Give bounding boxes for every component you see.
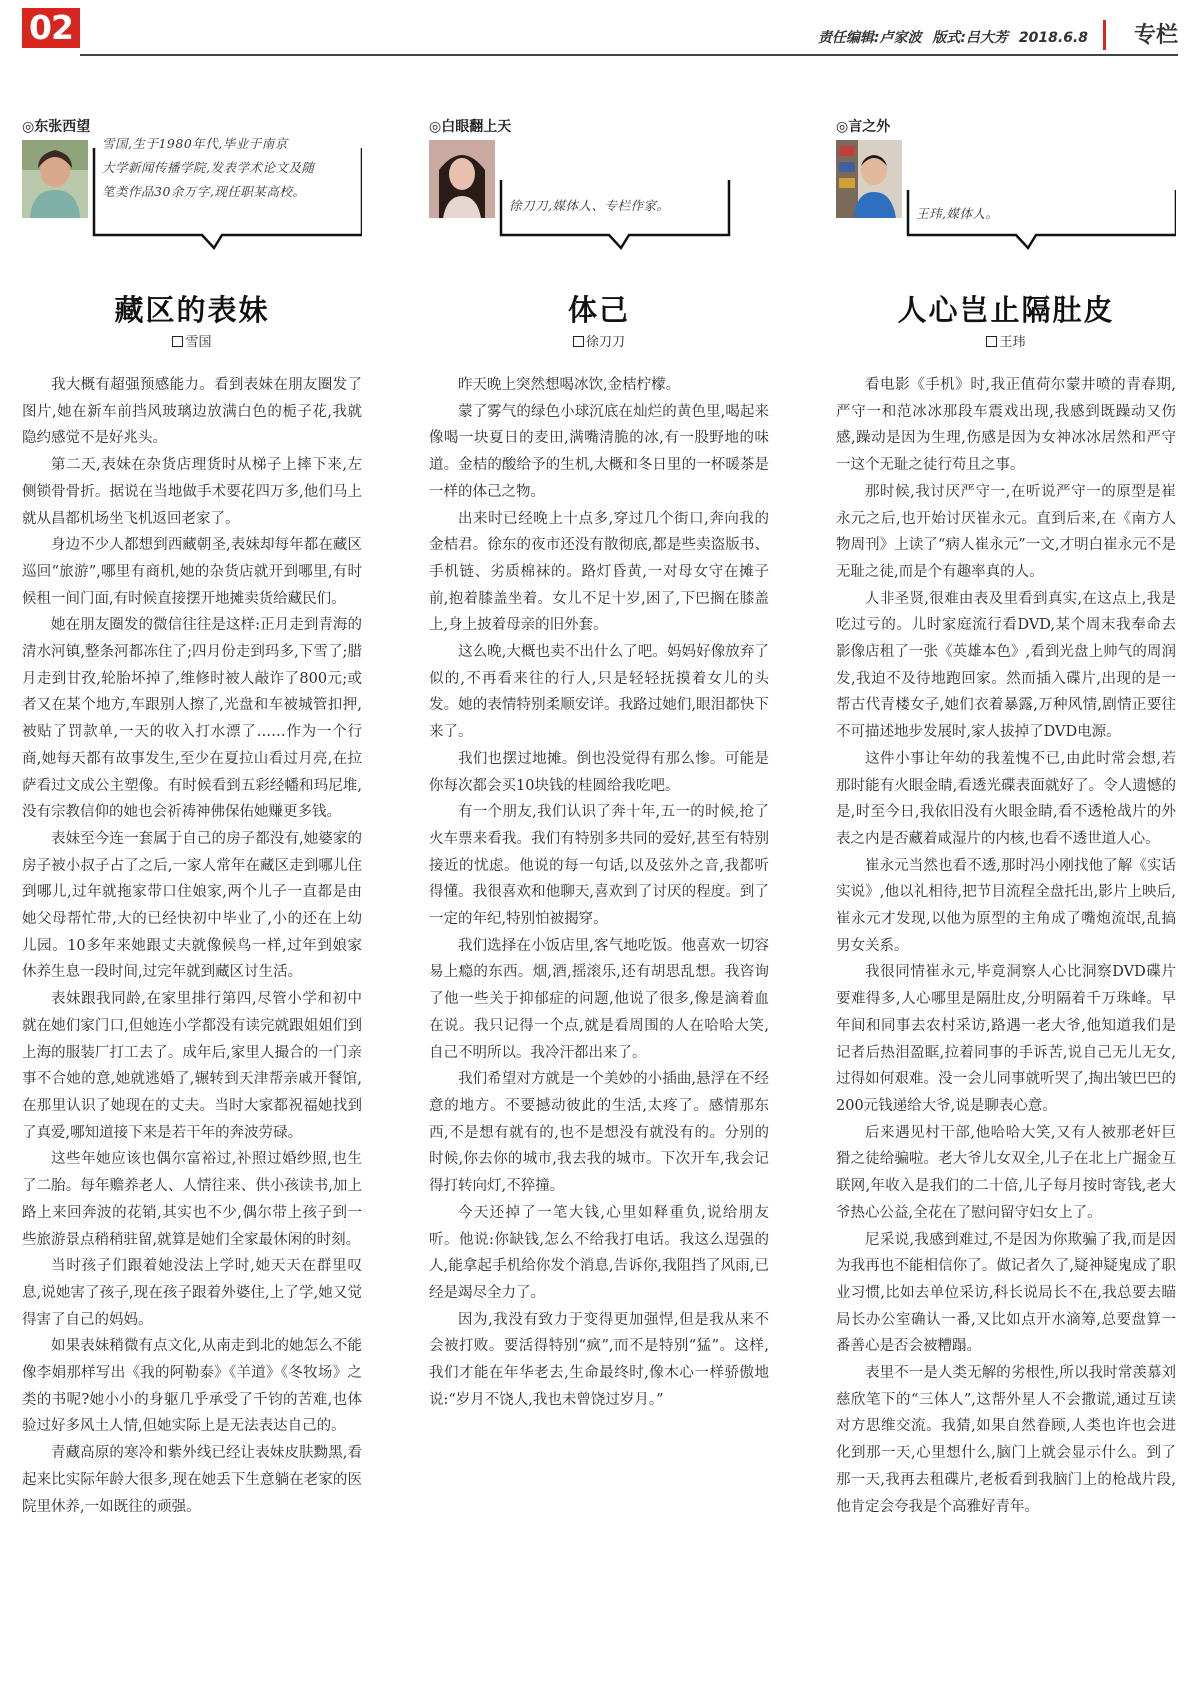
page-header (22, 4, 1178, 52)
editor-credits (812, 27, 1088, 47)
author-name: 徐刀刀 (585, 335, 625, 350)
byline (429, 331, 769, 350)
author-bio (509, 194, 669, 218)
author-bio (916, 202, 998, 226)
bio-line: 徐刀刀,媒体人、专栏作家。 (509, 198, 670, 213)
article-title: 人心岂止隔肚皮 (897, 293, 1115, 327)
author-name: 雪国 (185, 335, 212, 350)
paragraph: 当时孩子们跟着她没法上学时,她天天在群里叹息,说她害了孩子,现在孩子跟着外婆住,上了学,她又觉得害了自己的妈妈。 (22, 1258, 362, 1328)
paragraph: 我们希望对方就是一个美妙的小插曲,悬浮在不经意的地方。不要撼动彼此的生活,太疼了。感情那东西,不是想有就有的,也不是想没有就没有的。分别的时候,你去你的城市,我去我的城市。下次开车,我会记得打转向灯,不猝撞。 (429, 1071, 769, 1195)
paragraph: 蒙了雾气的绿色小球沉底在灿烂的黄色里,喝起来像喝一块夏日的麦田,满嘴清脆的冰,有一股野地的味道。金桔的酸给予的生机,大概和冬日里的一杯暖茶是一样的体己之物。 (429, 403, 769, 500)
header-separator (1103, 20, 1106, 50)
bio-line: 王玮,媒体人。 (916, 206, 999, 221)
byline (836, 331, 1176, 350)
column-name: ◎白眼翻上天 (429, 119, 512, 135)
article-title: 藏区的表妹 (114, 293, 270, 327)
paragraph: 崔永元当然也看不透,那时冯小刚找他了解《实话实说》,他以礼相待,把节目流程全盘托出,影片上映后,崔永元才发现,以他为原型的主角成了嘴炮流氓,乱搞男女关系。 (836, 857, 1176, 954)
paragraph: 今天还掉了一笔大钱,心里如释重负,说给朋友听。他说:你缺钱,怎么不给我打电话。我这么逞强的人,能拿起手机给你发个消息,告诉你,我阻挡了风雨,已经是竭尽全力了。 (429, 1204, 769, 1301)
paragraph: 青藏高原的寒冷和紫外线已经让表妹皮肤黝黑,看起来比实际年龄大很多,现在她丢下生意躺在老家的医院里休养,一如既往的顽强。 (22, 1445, 362, 1515)
header-rule (80, 54, 1178, 56)
bio-line: 雪国,生于1980年代,毕业于南京 (102, 136, 288, 151)
author-profile (836, 140, 1176, 268)
paragraph: 第二天,表妹在杂货店理货时从梯子上摔下来,左侧锁骨骨折。据说在当地做手术要花四万多,他们马上就从昌都机场坐飞机返回老家了。 (22, 457, 362, 527)
page-number-badge: 02 (22, 8, 80, 48)
paragraph: 身边不少人都想到西藏朝圣,表妹却每年都在藏区巡回“旅游”,哪里有商机,她的杂货店就开到哪里,有时候租一间门面,有时候直接摆开地摊卖货给藏民们。 (22, 537, 362, 607)
column-name: ◎东张西望 (22, 119, 91, 135)
bio-line: 大学新闻传播学院,发表学术论文及随 (102, 160, 315, 175)
paragraph: 她在朋友圈发的微信往往是这样:正月走到青海的清水河镇,整条河都冻住了;四月份走到玛多,下雪了;腊月走到甘孜,轮胎坏掉了,维修时被人敲诈了800元;或者又在某个地方,车跟别人擦了,光盘和车被城管扣押,被贴了罚款单,一天的收入打水漂了……作为一个行商,她每天都有故事发生,至少在夏拉山看过月亮,在拉萨看过文成公主塑像。有时候看到五彩经幡和玛尼堆,没有宗教信仰的她也会祈祷神佛保佑她赚更多钱。 (22, 617, 362, 821)
byline (22, 331, 362, 350)
paragraph: 后来遇见村干部,他哈哈大笑,又有人被那老奸巨猾之徒给骗啦。老大爷儿女双全,儿子在北上广掘金互联网,年收入是我们的二十倍,儿子每月按时寄钱,老大爷热心公益,全花在了慰问留守妇女上了。 (836, 1124, 1176, 1221)
paragraph: 人非圣贤,很难由表及里看到真实,在这点上,我是吃过亏的。儿时家庭流行看DVD,某个周末我奉命去影像店租了一张《英雄本色》,看到光盘上帅气的周润发,我迫不及待地跑回家。然而插入碟片,出现的是一帮古代青楼女子,她们衣着暴露,万种风情,剧情正要往不可描述地步发展时,家人拔掉了DVD电源。 (836, 590, 1176, 741)
editor-name: 责任编辑:卢家波 (817, 30, 922, 46)
article-title: 体己 (567, 293, 630, 327)
author-name: 王玮 (999, 335, 1026, 350)
byline-box-icon (172, 336, 183, 347)
paragraph: 表妹至今连一套属于自己的房子都没有,她婆家的房子被小叔子占了之后,一家人常年在藏区走到哪儿住到哪儿,过年就拖家带口住娘家,两个儿子一直都是由她父母帮忙带,大的已经快初中毕业了,小的还在上幼儿园。10多年来她跟丈夫就像候鸟一样,过年到娘家休养生息一段时间,过完年就到藏区讨生活。 (22, 830, 362, 981)
paragraph: 我们也摆过地摊。倒也没觉得有那么惨。可能是你每次都会买10块钱的桂圆给我吃吧。 (429, 750, 769, 794)
paragraph: 出来时已经晚上十点多,穿过几个街口,奔向我的金桔君。徐东的夜市还没有散彻底,都是些卖盗版书、手机链、劣质棉袜的。路灯昏黄,一对母女守在摊子前,抱着膝盖坐着。女儿不足十岁,困了,下巴搁在膝盖上,身上披着母亲的旧外套。 (429, 510, 769, 634)
column-2 (429, 118, 769, 1413)
paragraph: 这件小事让年幼的我羞愧不已,由此时常会想,若那时能有火眼金睛,看透光碟表面就好了。令人遗憾的是,时至今日,我依旧没有火眼金睛,看不透枪战片的外表之内是否藏着咸湿片的内核,也看不透世道人心。 (836, 750, 1176, 847)
paragraph: 这么晚,大概也卖不出什么了吧。妈妈好像放弃了似的,不再看来往的行人,只是轻轻抚摸着女儿的头发。她的表情特别柔顺安详。我路过她们,眼泪都快下来了。 (429, 644, 769, 741)
byline-box-icon (573, 336, 584, 347)
author-bio (102, 132, 314, 204)
paragraph: 昨天晚上突然想喝冰饮,金桔柠檬。 (458, 377, 681, 393)
paragraph: 因为,我没有致力于变得更加强悍,但是我从来不会被打败。要活得特别“疯”,而不是特别“猛”。这样,我们才能在年华老去,生命最终时,像木心一样骄傲地说:“岁月不饶人,我也未曾饶过岁月。” (429, 1311, 769, 1408)
author-profile (22, 136, 362, 268)
column-3 (836, 118, 1176, 1520)
column-1 (22, 118, 362, 1520)
paragraph: 我大概有超强预感能力。看到表妹在朋友圈发了图片,她在新车前挡风玻璃边放满白色的栀子花,我就隐约感觉不是好兆头。 (22, 377, 362, 447)
paragraph: 这些年她应该也偶尔富裕过,补照过婚纱照,也生了二胎。每年赡养老人、人情往来、供小孩读书,加上路上来回奔波的花销,其实也不少,偶尔带上孩子到一些旅游景点稍稍驻留,就算是她们全家最休闲的时刻。 (22, 1151, 362, 1248)
author-photo (22, 140, 88, 218)
paragraph: 有一个朋友,我们认识了奔十年,五一的时候,抢了火车票来看我。我们有特别多共同的爱好,甚至有特别接近的忧虑。他说的每一句话,以及弦外之音,我都听得懂。我很喜欢和他聊天,喜欢到了讨厌的程度。到了一定的年纪,特别怕被揭穿。 (429, 804, 769, 928)
byline-box-icon (986, 336, 997, 347)
paragraph: 看电影《手机》时,我正值荷尔蒙井喷的青春期,严守一和范冰冰那段车震戏出现,我感到既躁动又伤感,躁动是因为生理,伤感是因为女神冰冰居然和严守一这个无耻之徒行苟且之事。 (836, 377, 1176, 474)
layout-designer: 版式:吕大芳 (932, 30, 1009, 46)
article-body (22, 372, 362, 1520)
paragraph: 那时候,我讨厌严守一,在听说严守一的原型是崔永元之后,也开始讨厌崔永元。直到后来,在《南方人物周刊》上读了“病人崔永元”一文,才明白崔永元不是无耻之徒,而是个有趣率真的人。 (836, 483, 1176, 580)
author-profile (429, 140, 769, 268)
article-body (836, 372, 1176, 1520)
paragraph: 我们选择在小饭店里,客气地吃饭。他喜欢一切容易上瘾的东西。烟,酒,摇滚乐,还有胡思乱想。我咨询了他一些关于抑郁症的问题,他说了很多,像是滴着血在说。我只记得一个点,就是看周围的人在哈哈大笑,自己不明所以。我冷汗都出来了。 (429, 937, 769, 1061)
author-photo (429, 140, 495, 218)
paragraph: 尼采说,我感到难过,不是因为你欺骗了我,而是因为我再也不能相信你了。做记者久了,疑神疑鬼成了职业习惯,比如去单位采访,科长说局长不在,我总要去瞄局长办公室确认一番,又比如点开水滴筹,总要盘算一番善心是否会被糟蹋。 (836, 1231, 1176, 1355)
paragraph: 我很同情崔永元,毕竟洞察人心比洞察DVD碟片要难得多,人心哪里是隔肚皮,分明隔着千万珠峰。早年间和同事去农村采访,路遇一老大爷,他知道我们是记者后热泪盈眶,拉着同事的手诉苦,说自己无儿无女,过得如何艰难。没一会儿同事就听哭了,掏出皱巴巴的200元钱递给大爷,说是聊表心意。 (836, 964, 1176, 1114)
article-body (429, 372, 769, 1413)
author-photo (836, 140, 902, 218)
paragraph: 表里不一是人类无解的劣根性,所以我时常羡慕刘慈欣笔下的“三体人”,这帮外星人不会撒谎,通过互读对方思维交流。我猜,如果自然眷顾,人类也许也会进化到那一天,心里想什么,脑门上就会显示什么。到了那一天,我再去租碟片,老板看到我脑门上的枪战片段,他肯定会夸我是个高雅好青年。 (836, 1365, 1176, 1515)
issue-date: 2018.6.8 (1018, 30, 1088, 46)
column-name: ◎言之外 (836, 119, 891, 135)
bio-line: 笔类作品30余万字,现任职某高校。 (102, 184, 306, 199)
paragraph: 如果表妹稍微有点文化,从南走到北的她怎么不能像李娟那样写出《我的阿勒泰》《羊道》《冬牧场》之类的书呢?她小小的身躯几乎承受了千钧的苦难,也体验过好多风土人情,但她实际上是无法表达自己的。 (22, 1338, 362, 1435)
section-title: 专栏 (1133, 23, 1178, 48)
paragraph: 表妹跟我同龄,在家里排行第四,尽管小学和初中就在她们家门口,但她连小学都没有读完就跟姐姐们到上海的服装厂打工去了。成年后,家里人撮合的一门亲事不合她的意,她就逃婚了,辗转到天津帮亲戚开餐馆,在那里认识了她现在的丈夫。当时大家都祝福她找到了真爱,哪知道接下来是若干年的奔波劳碌。 (22, 991, 362, 1141)
